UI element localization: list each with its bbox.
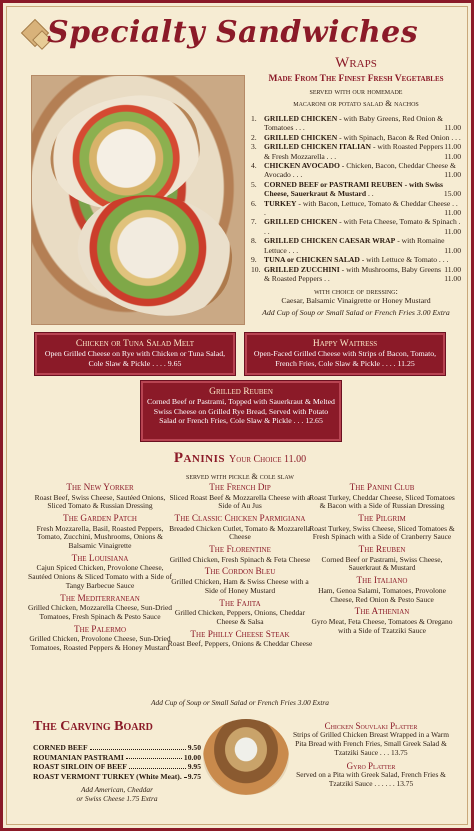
carving-addon-line1: Add American, Cheddar	[81, 785, 153, 795]
page-title: Specialty Sandwiches	[47, 15, 419, 50]
wraps-served-line1: served with our homemade	[309, 86, 403, 96]
list-item: 3. GRILLED CHICKEN ITALIAN - with Roasted Peppers & Fresh Mozzarella . . . 11.00	[251, 142, 461, 161]
gyro-title: Gyro Platter	[346, 760, 396, 771]
gyro-desc: Served on a Pita with Greek Salad, French Fries & Tzatziki Sauce . . . . . . 13.75	[296, 769, 446, 788]
grilled-reuben-desc: Corned Beef or Pastrami, Topped with Sauerkraut & Melted Swiss Cheese on Grilled Rye Bread, Served with Potato Salad or French Fries, Cole Slaw & Pickle . . . 12.65	[147, 397, 335, 426]
list-item: The Italiano Ham, Genoa Salami, Tomatoes, Provolone Cheese, Red Onion & Pesto Sauce	[318, 576, 446, 604]
paninis-addon-note: Add Cup of Soup or Small Salad or French Fries 3.00 Extra	[151, 698, 329, 707]
wraps-addon-note: Add Cup of Soup or Small Salad or French Fries 3.00 Extra	[262, 308, 450, 318]
list-item: The Louisiana Cajun Spiced Chicken, Provolone Cheese, Sautéed Onions & Sliced Tomato with a Side of Tangy Barbecue Sauce	[28, 553, 172, 591]
list-item: The Mediterranean Grilled Chicken, Mozzarella Cheese, Sun-Dried Tomatoes, Fresh Spinach & Pesto Sauce	[27, 593, 173, 622]
list-item: The Garden Patch Fresh Mozzarella, Basil, Roasted Peppers, Tomato, Zucchini, Mushrooms, Onions & Balsamic Vinaigrette	[36, 514, 164, 551]
greek-platters	[287, 721, 455, 789]
wraps-list	[251, 114, 461, 283]
wraps-subtitle: Made From The Finest Fresh Vegetables	[268, 74, 444, 84]
paninis-column-middle	[165, 483, 315, 652]
list-item: The Fajita Grilled Chicken, Peppers, Onions, Cheddar Cheese & Salsa	[174, 598, 306, 626]
list-item: The Philly Cheese Steak Roast Beef, Peppers, Onions & Cheddar Cheese	[167, 629, 313, 649]
happy-waitress-box	[245, 333, 445, 375]
melt-title: Chicken or Tuna Salad Melt	[75, 339, 195, 349]
paninis-served: served with pickle & cole slaw	[186, 472, 294, 481]
grilled-reuben-title: Grilled Reuben	[209, 387, 273, 397]
wraps-title: Wraps	[335, 55, 377, 71]
list-item: The Athenian Gyro Meat, Feta Cheese, Tomatoes & Oregano with a Side of Tzatziki Sauce	[311, 607, 453, 635]
paninis-column-right	[307, 483, 457, 638]
list-item: ROUMANIAN PASTRAMI 10.00	[33, 752, 201, 762]
paninis-title: Paninis	[173, 450, 225, 466]
grilled-reuben-box	[141, 381, 341, 441]
wrap-photo	[31, 75, 245, 325]
list-item: 10. GRILLED ZUCCHINI - with Mushrooms, Baby Greens & Roasted Peppers . . 11.00	[251, 264, 461, 283]
dressing-title: with choice of dressing:	[314, 286, 398, 297]
wraps-section	[251, 55, 461, 317]
wraps-served-line2: macaroni or potato salad & nachos	[293, 98, 419, 108]
list-item: The Florentine Grilled Chicken, Fresh Spinach & Feta Cheese	[169, 545, 311, 564]
gyro-plate-image	[203, 719, 289, 795]
list-item: ROAST SIRLOIN OF BEEF 9.95	[33, 762, 201, 772]
happy-waitress-desc: Open-Faced Grilled Cheese with Strips of Bacon, Tomato, French Fries, Cole Slaw & Pickle . . . . 11.25	[253, 349, 437, 368]
list-item: The New Yorker Roast Beef, Swiss Cheese, Sautéed Onions, Sliced Tomato & Russian Dressing	[34, 483, 166, 511]
list-item: 9. TUNA or CHICKEN SALAD - with Lettuce & Tomato . . . 11.00	[251, 255, 461, 274]
melt-box	[35, 333, 235, 375]
paninis-price: Your Choice 11.00	[229, 454, 307, 465]
happy-waitress-title: Happy Waitress	[312, 339, 378, 349]
melt-desc: Open Grilled Cheese on Rye with Chicken or Tuna Salad, Cole Slaw & Pickle . . . . 9.65	[44, 349, 226, 368]
list-item: ROAST VERMONT TURKEY (White Meat). 9.75	[33, 771, 201, 781]
list-item: The Reuben Corned Beef or Pastrami, Swiss Cheese, Sauerkraut & Mustard	[321, 545, 443, 573]
paninis-column-left	[25, 483, 175, 656]
list-item: 5. CORNED BEEF or PASTRAMI REUBEN - with Swiss Cheese, Sauerkraut & Mustard . . 15.00	[251, 179, 461, 199]
list-item: The Palermo Grilled Chicken, Provolone Cheese, Sun-Dried Tomatoes, Roasted Peppers & Honey Mustard	[29, 624, 171, 653]
list-item: 1. GRILLED CHICKEN - with Baby Greens, Red Onion & Tomatoes . . . 11.00	[251, 114, 461, 133]
list-item: The French Dip Sliced Roast Beef & Mozzarella Cheese with a Side of Au Jus	[169, 483, 311, 511]
carving-addon-line2: or Swiss Cheese 1.75 Extra	[76, 794, 158, 804]
carving-board-title: The Carving Board	[33, 719, 153, 734]
paninis-header	[3, 449, 474, 481]
dressing-options: Caesar, Balsamic Vinaigrette or Honey Mustard	[281, 296, 431, 306]
souvlaki-desc: Strips of Grilled Chicken Breast Wrapped in a Warm Pita Bread with French Fries, Small Greek Salad & Tzatziki Sauce . . . 13.75	[292, 730, 450, 757]
list-item: CORNED BEEF 9.50	[33, 743, 201, 752]
carving-board-list	[33, 743, 201, 803]
list-item: 8. GRILLED CHICKEN CAESAR WRAP - with Romaine Lettuce . . . 11.00	[251, 236, 461, 255]
list-item: The Pilgrim Roast Turkey, Swiss Cheese, Sliced Tomatoes & Fresh Spinach with a Side of Cranberry Sauce	[309, 514, 455, 542]
list-item: The Classic Chicken Parmigiana Breaded Chicken Cutlet, Tomato & Mozzarella Cheese	[169, 514, 311, 542]
list-item: The Cordon Bleu Grilled Chicken, Ham & Swiss Cheese with a Side of Honey Mustard	[171, 567, 309, 595]
list-item: 7. GRILLED CHICKEN - with Feta Cheese, Tomato & Spinach . . . 11.00	[251, 217, 461, 236]
list-item: 6. TURKEY - with Bacon, Lettuce, Tomato & Cheddar Cheese . . . 11.00	[251, 198, 461, 218]
list-item: The Panini Club Roast Turkey, Cheddar Cheese, Sliced Tomatoes & Bacon with a Side of Russian Dressing	[309, 483, 455, 511]
list-item: 4. CHICKEN AVOCADO - Chicken, Bacon, Cheddar Cheese & Avocado . . . 11.00	[251, 161, 461, 180]
list-item: 2. GRILLED CHICKEN - with Spinach, Bacon & Red Onion . . . 11.00	[251, 132, 461, 152]
souvlaki-title: Chicken Souvlaki Platter	[324, 721, 418, 731]
